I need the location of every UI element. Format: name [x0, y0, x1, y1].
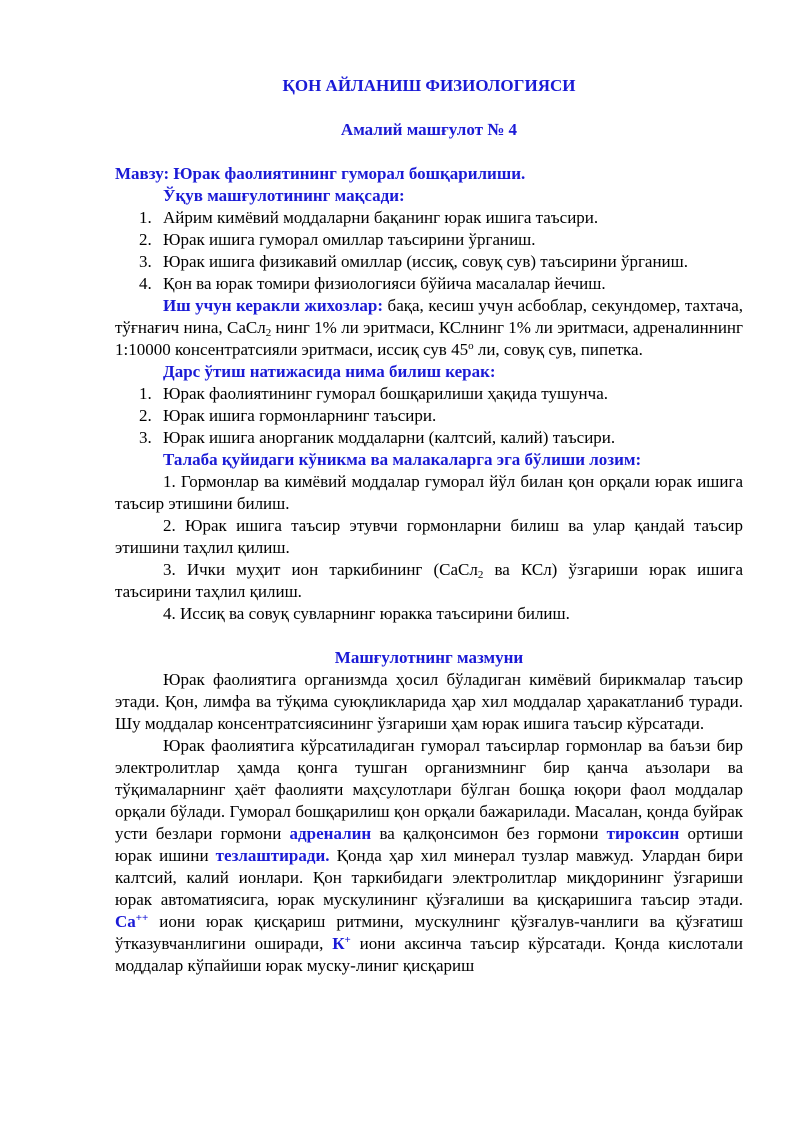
body-text: иони аксинча таъсир кўрсатади. Қонда кислотали моддалар кўпайиши юрак муску-линиг қисқариш [115, 934, 743, 975]
goal-text: Қон ва юрак томири физиологияси бўйича масалалар йечиш. [163, 274, 606, 293]
goal-text: Юрак ишига физикавий омиллар (иссиқ, совуқ сув) таъсирини ўрганиш. [163, 252, 688, 271]
goal-number: 2. [139, 230, 152, 249]
know-item [115, 405, 743, 427]
know-item [115, 427, 743, 449]
body-text: ва қалқонсимон без гормони [371, 824, 607, 843]
know-text: Юрак фаолиятининг гуморал бошқарилиши ҳақида тушунча. [163, 384, 608, 403]
goal-text: Айрим кимёвий моддаларни бақанинг юрак ишига таъсири. [163, 208, 599, 227]
body-text: иони юрак қисқариш ритмини, мускулнинг қўзғалув-чанлиги ва қўзғатиш ўтказувчанлигини оширади, [115, 912, 743, 953]
equipment-text: нинг 1% ли эритмаси, КСлнинг 1% ли эритмаси, адреналиннинг 1:10000 консентратсияли эритмаси, иссиқ сув 45 [115, 318, 743, 359]
skill-text: ва КСл) ўзгариши юрак ишига таъсирини таҳлил қилиш. [115, 560, 743, 601]
highlight-tezlashtiradi: тезлаштиради. [215, 846, 330, 865]
document-title: ҚОН АЙЛАНИШ ФИЗИОЛОГИЯСИ [282, 76, 576, 95]
goal-number: 3. [139, 252, 152, 271]
equipment-text: ли, совуқ сув, пипетка. [473, 340, 643, 359]
know-number: 2. [139, 406, 152, 425]
highlight-tiroksin: тироксин [606, 824, 680, 843]
goals-heading: Ўқув машғулотининг мақсади: [163, 186, 405, 205]
subscript: 2 [265, 327, 272, 339]
goal-item [115, 229, 743, 251]
know-number: 3. [139, 428, 152, 447]
body-paragraph: Юрак фаолиятига организмда ҳосил бўладиган кимёвий бирикмалар таъсир этади. Қон, лимфа ва тўқима суюқликларида ҳар хил моддалар ҳаракатланиб туради. Шу моддалар консентратсиясининг ўзгариши ҳам юрак ишига таъсир кўрсатади. [115, 670, 743, 733]
goal-text: Юрак ишига гуморал омиллар таъсирини ўрганиш. [163, 230, 536, 249]
equipment-text: бақа, кесиш учун асбоблар, секундомер, тахтача, тўғнағич нина, СаСл [115, 296, 743, 337]
know-text: Юрак ишига гормонларнинг таъсири. [163, 406, 437, 425]
highlight-potassium: К [332, 934, 345, 953]
skill-item: 2. Юрак ишига таъсир этувчи гормонларни билиш ва улар қандай таъсир этишини таҳлил қилиш. [115, 516, 743, 557]
superscript: ++ [135, 912, 149, 924]
topic-heading: Мавзу: Юрак фаолиятининг гуморал бошқарилиши. [115, 164, 526, 183]
highlight-adrenalin: адреналин [289, 824, 372, 843]
know-number: 1. [139, 384, 152, 403]
skill-item [115, 559, 743, 603]
lesson-number: Амалий машғулот № 4 [340, 120, 518, 139]
goal-item [115, 251, 743, 273]
equipment-label: Иш учун керакли жихозлар: [163, 296, 384, 315]
skill-item: 1. Гормонлар ва кимёвий моддалар гуморал йўл билан қон орқали юрак ишига таъсир этишини билиш. [115, 472, 743, 513]
goals-list [115, 207, 743, 295]
skill-item: 4. Иссиқ ва совуқ сувларнинг юракка таъсирини билиш. [163, 604, 570, 623]
goal-number: 4. [139, 274, 152, 293]
know-text: Юрак ишига анорганик моддаларни (калтсий, калий) таъсири. [163, 428, 616, 447]
subscript: 2 [477, 569, 484, 581]
skill-text: 3. Ички муҳит ион таркибининг (СаСл [163, 560, 478, 579]
goal-number: 1. [139, 208, 152, 227]
equipment-paragraph [115, 295, 743, 361]
skills-heading: Талаба қуйидаги кўникма ва малакаларга эга бўлиши лозим: [163, 450, 642, 469]
content-heading: Машғулотнинг мазмуни [334, 648, 524, 667]
know-item [115, 383, 743, 405]
know-list [115, 383, 743, 449]
know-heading: Дарс ўтиш натижасида нима билиш керак: [163, 362, 496, 381]
body-text: Қонда ҳар хил минерал тузлар мавжуд. Улардан бири калтсий, калий ионлари. Қон таркибидаги электролитлар миқдорининг ўзгариши юрак автоматиясига, юрак мускулининг қўзғалиши ва қисқаришига таъсир этади. [115, 846, 743, 909]
document-content [115, 75, 743, 977]
superscript: о [468, 340, 474, 352]
goal-item [115, 273, 743, 295]
goal-item [115, 207, 743, 229]
highlight-calcium: Са [115, 912, 136, 931]
body-paragraph [115, 735, 743, 977]
body-text: Юрак фаолиятига кўрсатиладиган гуморал таъсирлар гормонлар ва баъзи бир электролитлар ҳамда қонга тушган организмнинг бир қанча аъзолари ва тўқималарнинг ҳаёт фаолияти маҳсулотлари бўлган бошқа юқори фаол моддалар орқали бўлади. Гуморал бошқарилиш қон орқали бажарилади. Масалан, қонда буйрак усти безлари гормони [115, 736, 743, 843]
superscript: + [344, 934, 351, 946]
body-text: ортиши юрак ишини [115, 824, 744, 865]
